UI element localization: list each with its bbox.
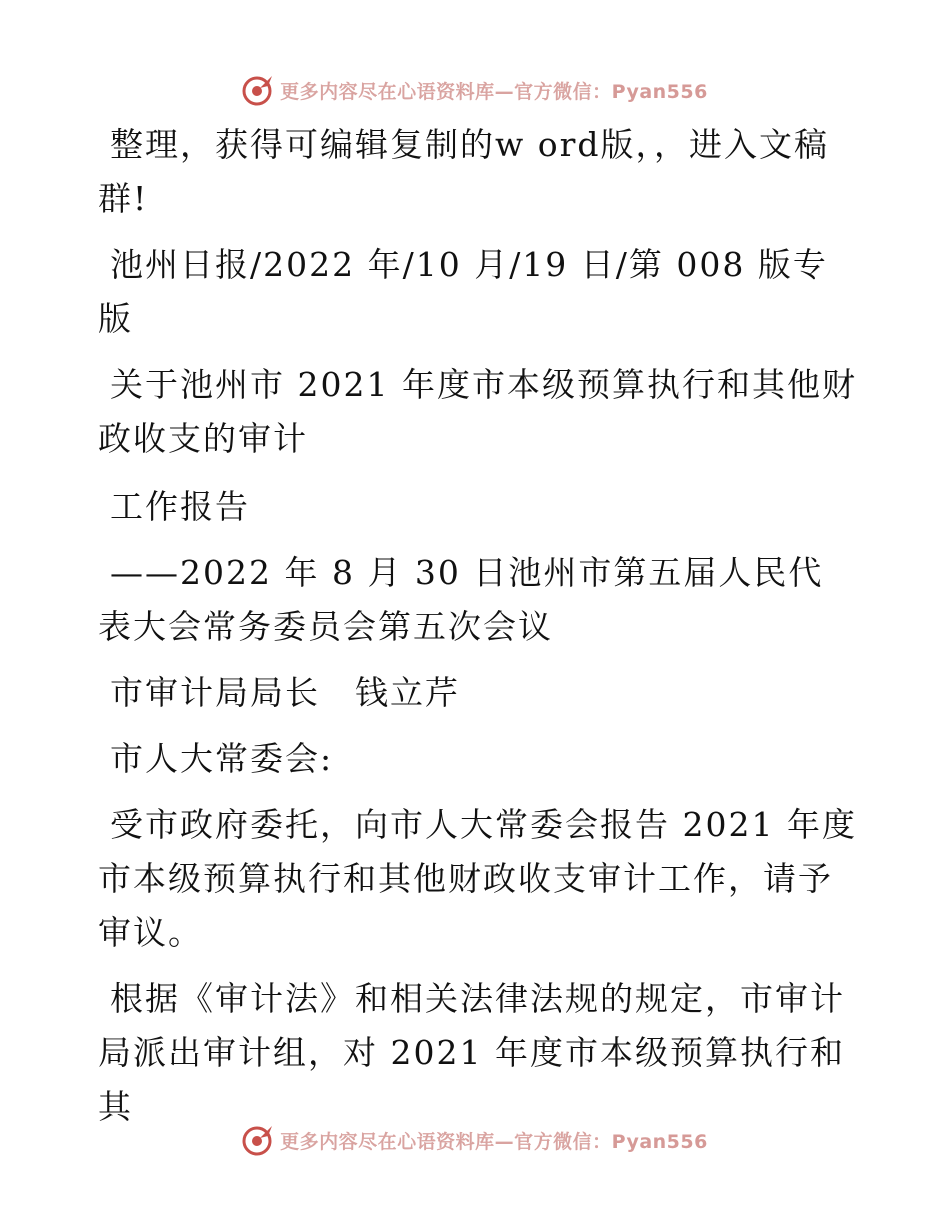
report-title-continued: 工作报告 (110, 487, 250, 526)
header-wechat-id: Pyan556 (611, 80, 708, 103)
author-line: 市审计局局长 钱立芹 (110, 673, 460, 712)
brand-logo-icon (242, 1124, 274, 1156)
footer-wechat-id: Pyan556 (611, 1130, 708, 1153)
header-banner-text: 更多内容尽在心语资料库—官方微信：Pyan556 (280, 80, 708, 103)
report-title: 关于池州市 2021 年度市本级预算执行和其他财政收支的审计 (98, 365, 857, 458)
salutation: 市人大常委会: (110, 739, 334, 778)
paragraph-source: 池州日报/2022 年/10 月/19 日/第 008 版专版 (98, 245, 828, 338)
paragraph-body-1: 受市政府委托，向市人大常委会报告 2021 年度市本级预算执行和其他财政收支审计工作，请予审议。 (98, 805, 857, 952)
meeting-date-line: ——2022 年 8 月 30 日池州市第五届人民代表大会常务委员会第五次会议 (98, 553, 824, 646)
document-body (98, 118, 858, 1146)
footer-banner (0, 1122, 950, 1158)
paragraph-intro: 整理，获得可编辑复制的w ord版，，进入文稿群! (98, 125, 830, 218)
header-banner (0, 72, 950, 108)
paragraph-body-2: 根据《审计法》和相关法律法规的规定，市审计局派出审计组，对 2021 年度市本级预算执行和其 (98, 979, 845, 1126)
footer-banner-text: 更多内容尽在心语资料库—官方微信：Pyan556 (280, 1130, 708, 1153)
brand-logo-icon (242, 74, 274, 106)
